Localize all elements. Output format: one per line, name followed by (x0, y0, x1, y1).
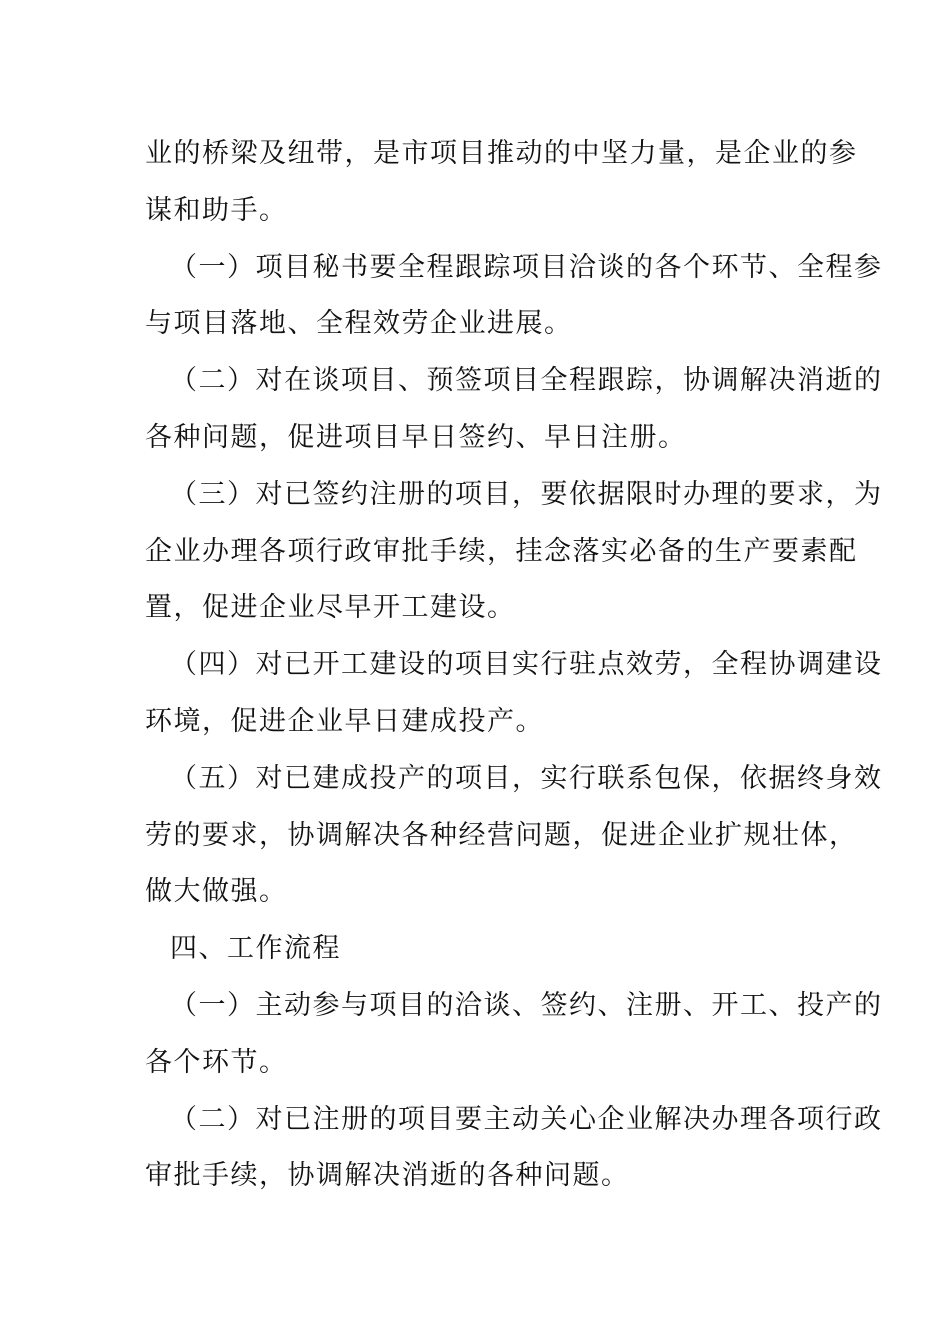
text-line: 谋和助手。 (145, 195, 288, 226)
text-line: 审批手续，协调解决消逝的各种问题。 (145, 1160, 630, 1191)
text-line: 各种问题，促进项目早日签约、早日注册。 (145, 422, 687, 453)
text-line: （五）对已建成投产的项目，实行联系包保，依据终身效 (170, 763, 883, 794)
text-line: 企业办理各项行政审批手续，挂念落实必备的生产要素配 (145, 536, 858, 567)
section-heading: 四、工作流程 (170, 933, 341, 964)
text-line: （一）主动参与项目的洽谈、签约、注册、开工、投产的 (170, 990, 883, 1021)
text-line: （二）对在谈项目、预签项目全程跟踪，协调解决消逝的 (170, 365, 883, 396)
text-line: 各个环节。 (145, 1047, 288, 1078)
text-line: 环境，促进企业早日建成投产。 (145, 706, 544, 737)
text-line: 做大做强。 (145, 876, 288, 907)
text-line: 劳的要求，协调解决各种经营问题，促进企业扩规壮体， (145, 820, 858, 851)
text-line: （一）项目秘书要全程跟踪项目洽谈的各个环节、全程参 (170, 252, 883, 283)
text-line: （三）对已签约注册的项目，要依据限时办理的要求，为 (170, 479, 883, 510)
text-line: （四）对已开工建设的项目实行驻点效劳，全程协调建设 (170, 649, 883, 680)
text-line: （二）对已注册的项目要主动关心企业解决办理各项行政 (170, 1104, 883, 1135)
text-line: 与项目落地、全程效劳企业进展。 (145, 308, 573, 339)
text-line: 业的桥梁及纽带，是市项目推动的中坚力量，是企业的参 (145, 138, 858, 169)
text-line: 置，促进企业尽早开工建设。 (145, 592, 516, 623)
